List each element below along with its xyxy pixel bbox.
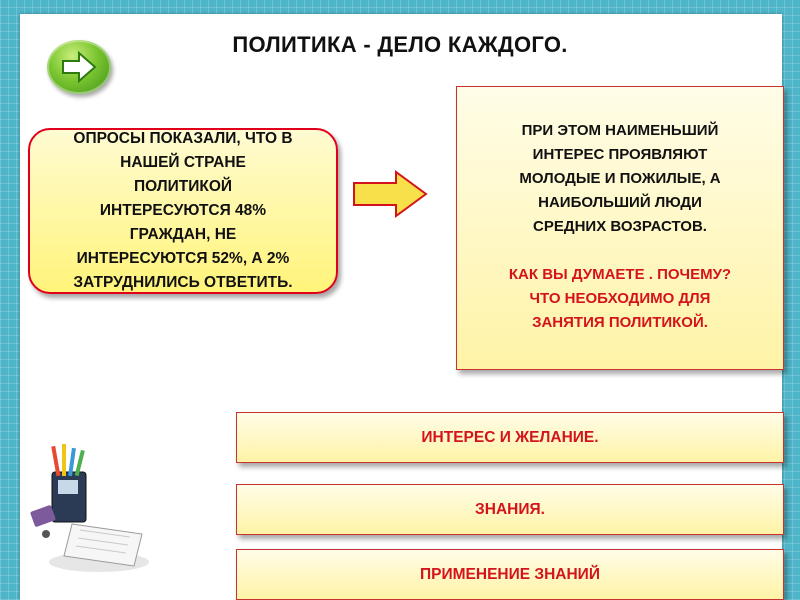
survey-line: ИНТЕРЕСУЮТСЯ 52%, А 2% <box>76 250 290 267</box>
answer-box-knowledge[interactable]: ЗНАНИЯ. <box>236 484 784 535</box>
info-line: ИНТЕРЕС ПРОЯВЛЯЮТ <box>532 146 708 163</box>
arrow-right-icon <box>61 51 97 83</box>
info-line: СРЕДНИХ ВОЗРАСТОВ. <box>533 218 707 235</box>
survey-text <box>67 127 298 295</box>
stationery-icon <box>24 442 154 582</box>
page-title: ПОЛИТИКА - ДЕЛО КАЖДОГО. <box>232 32 568 57</box>
question-line: КАК ВЫ ДУМАЕТЕ . ПОЧЕМУ? <box>508 266 732 283</box>
answer-box-application[interactable]: ПРИМЕНЕНИЕ ЗНАНИЙ <box>236 549 784 600</box>
survey-line: ГРАЖДАН, НЕ <box>129 226 237 243</box>
info-line: МОЛОДЫЕ И ПОЖИЛЫЕ, А <box>519 170 721 187</box>
question-paragraph <box>457 263 783 335</box>
survey-line: ОПРОСЫ ПОКАЗАЛИ, ЧТО В <box>73 130 293 147</box>
info-box <box>456 86 784 370</box>
right-arrow-icon <box>352 170 428 218</box>
answer-box-interest[interactable]: ИНТЕРЕС И ЖЕЛАНИЕ. <box>236 412 784 463</box>
survey-line: ЗАТРУДНИЛИСЬ ОТВЕТИТЬ. <box>73 274 293 291</box>
info-line: НАИБОЛЬШИЙ ЛЮДИ <box>538 194 702 211</box>
info-line: ПРИ ЭТОМ НАИМЕНЬШИЙ <box>521 122 719 139</box>
survey-line: ИНТЕРЕСУЮТСЯ 48% <box>99 202 267 219</box>
info-paragraph <box>457 119 783 239</box>
survey-line: НАШЕЙ СТРАНЕ <box>120 154 246 171</box>
survey-line: ПОЛИТИКОЙ <box>133 178 233 195</box>
survey-box <box>28 128 338 294</box>
question-line: ЗАНЯТИЯ ПОЛИТИКОЙ. <box>532 314 708 331</box>
question-line: ЧТО НЕОБХОДИМО ДЛЯ <box>529 290 711 307</box>
next-slide-button[interactable] <box>47 40 111 94</box>
